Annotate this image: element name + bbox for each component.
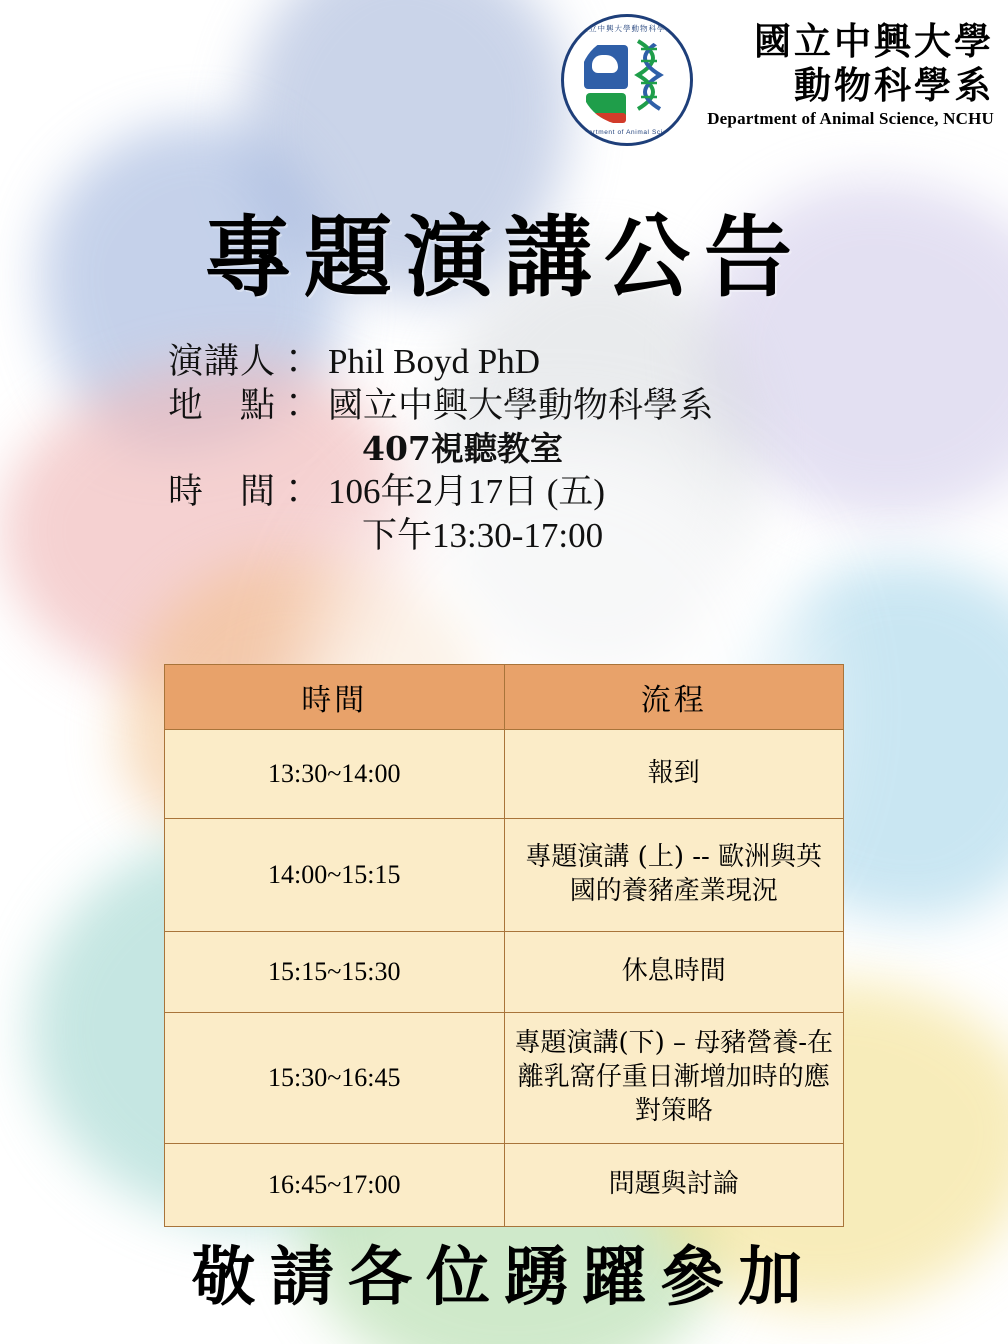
schedule-header-row [165,665,844,730]
row-item: 休息時間 [504,932,844,1013]
schedule-table-wrapper [164,664,844,1227]
schedule-table-body [165,730,844,1227]
schedule-header-time: 時間 [165,665,505,730]
table-row [165,1144,844,1227]
venue-value-secondary: 407視聽教室 [362,429,563,469]
table-row [165,730,844,819]
speaker-label: 演講人： [168,342,313,382]
poster-header [561,14,994,146]
event-details [168,340,713,558]
university-seal-icon [561,14,693,146]
table-row [165,819,844,932]
row-item: 問題與討論 [504,1144,844,1227]
university-name-line2: 動物科學系 [794,62,994,107]
venue-row [168,384,713,428]
row-time: 15:15~15:30 [165,932,505,1013]
time-row [168,470,713,514]
venue-label: 地 點： [168,386,313,427]
dna-helix-icon [632,39,666,115]
time-value: 106年2月17日 (五) [328,471,606,511]
row-item: 報到 [504,730,844,819]
schedule-header-item: 流程 [504,665,844,730]
time-label: 時 間： [168,471,313,512]
university-name-english: Department of Animal Science, NCHU [707,108,994,128]
speaker-row [168,340,713,384]
row-item: 專題演講(下) – 母豬營養-在離乳窩仔重日漸增加時的應對策略 [504,1013,844,1144]
university-name-block [707,14,994,129]
time-value-secondary: 下午13:30-17:00 [362,515,604,555]
seal-ring-text-bottom: Department of Animal Science [575,129,680,136]
venue-value: 國立中興大學動物科學系 [328,386,714,426]
poster-footer: 敬請各位踴躍參加 [192,1240,816,1315]
schedule-table-head [165,665,844,730]
seal-ring-text-top: 國立中興大學動物科學系 [580,24,674,33]
page-title: 專題演講公告 [203,205,804,309]
table-row [165,1013,844,1144]
table-row [165,932,844,1013]
row-time: 14:00~15:15 [165,819,505,932]
schedule-table [164,664,844,1227]
university-name-line1: 國立中興大學 [754,19,994,63]
row-time: 15:30~16:45 [165,1013,505,1144]
seal-cow-icon [584,45,628,89]
seal-inner-emblem [580,35,674,125]
row-item: 專題演講 (上) -- 歐洲與英國的養豬產業現況 [504,819,844,932]
seal-red-band [588,113,626,123]
speaker-value: Phil Boyd PhD [328,342,540,381]
row-time: 16:45~17:00 [165,1144,505,1227]
row-time: 13:30~14:00 [165,730,505,819]
